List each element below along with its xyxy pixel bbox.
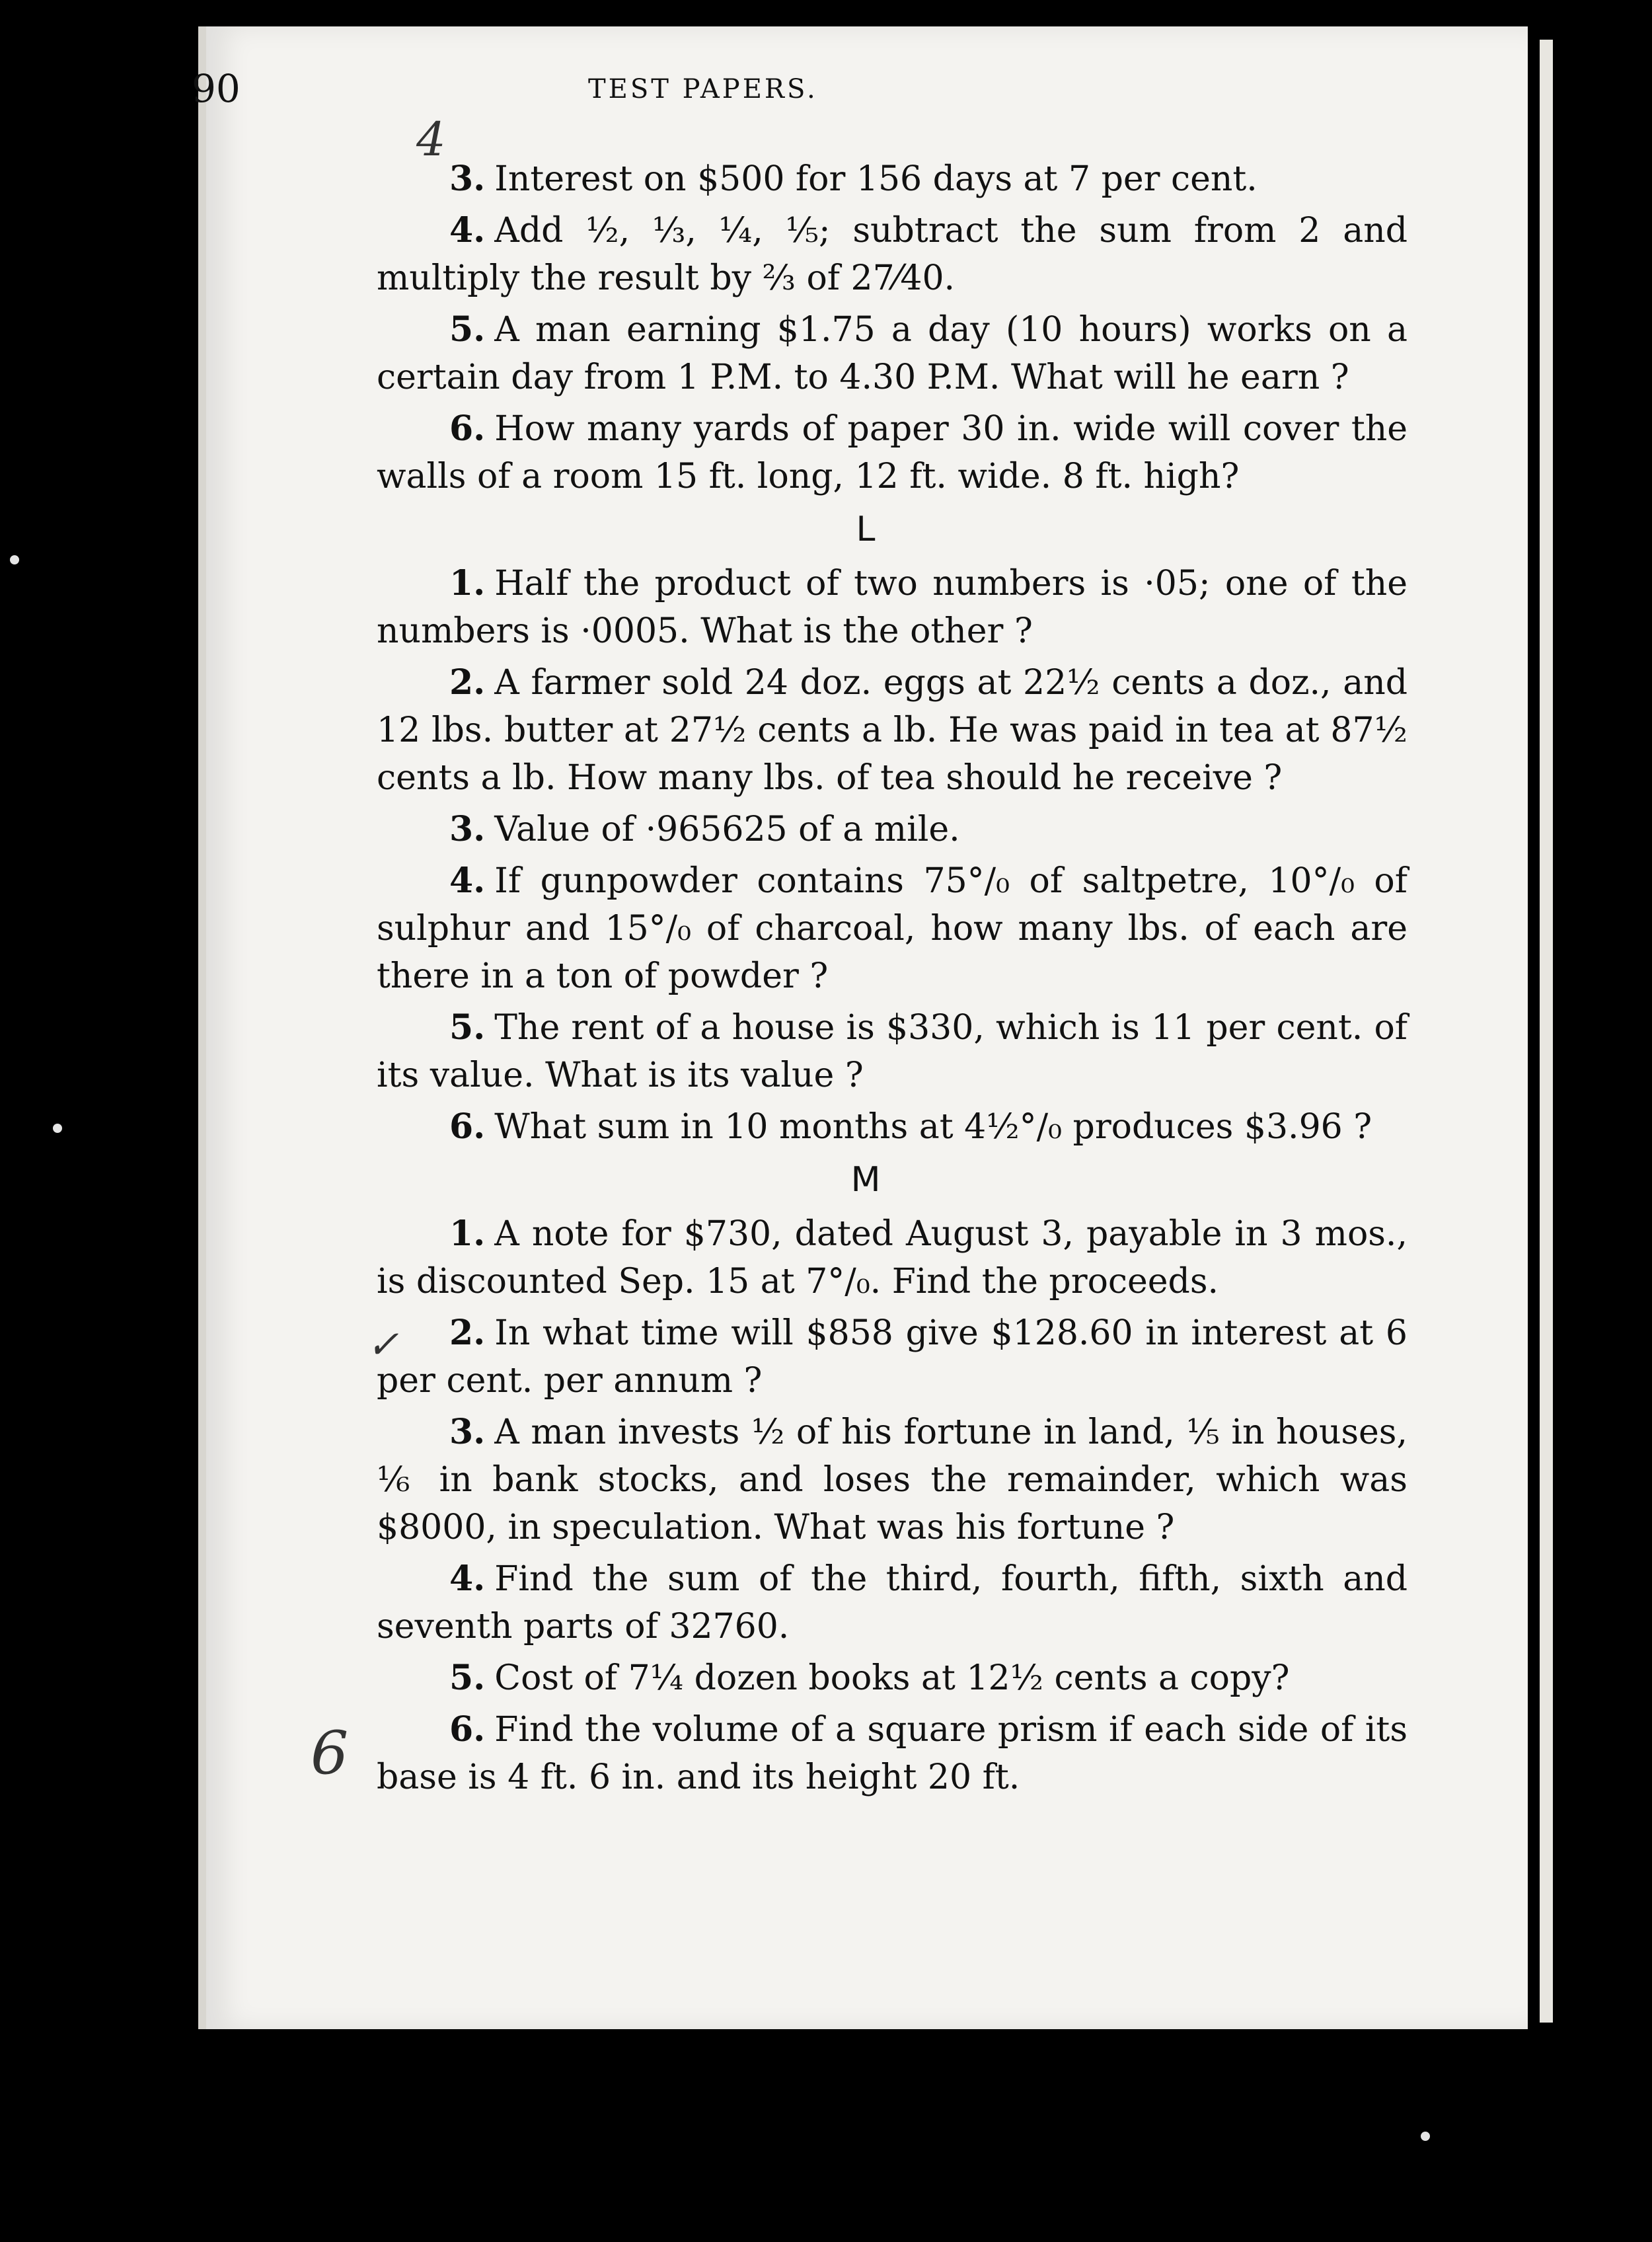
section-letter: M <box>850 1160 881 1200</box>
scan-speck <box>1421 2132 1430 2141</box>
question: 5. Cost of 7¼ dozen books at 12½ cents a copy? <box>449 1658 1290 1698</box>
question: 5. A man earning $1.75 a day (10 hours) works on a certain day from 1 P.M. to 4.30 P.M. What will he earn ? <box>377 309 1408 397</box>
section-l <box>377 504 1408 1151</box>
question: 6. What sum in 10 months at 4½°/₀ produces $3.96 ? <box>449 1106 1372 1147</box>
margin-checkmark: ✓ <box>367 1322 399 1367</box>
question: 5. The rent of a house is $330, which is 11 per cent. of its value. What is its value ? <box>377 1007 1408 1095</box>
page-content <box>377 155 1408 1805</box>
margin-note-top: 4 <box>416 112 446 167</box>
page-number: 90 <box>192 66 241 111</box>
next-page-edge <box>1540 40 1553 2023</box>
margin-note-bottom: 6 <box>311 1719 349 1788</box>
page-header <box>192 66 1414 119</box>
question: 4. Add ½, ⅓, ¼, ⅕; subtract the sum from 2 and multiply the result by ⅔ of 27⁄40. <box>377 210 1408 298</box>
question: 2. A farmer sold 24 doz. eggs at 22½ cents a doz., and 12 lbs. butter at 27½ cents a lb. He was paid in tea at 87½ cents a lb. How many lbs. of tea should he receive ? <box>377 662 1408 798</box>
question: 3. A man invests ½ of his fortune in land, ⅕ in houses, ⅙ in bank stocks, and loses the remainder, which was $8000, in speculation. What was his fortune ? <box>377 1412 1408 1547</box>
question: 4. Find the sum of the third, fourth, fifth, sixth and seventh parts of 32760. <box>377 1559 1408 1646</box>
question: 4. If gunpowder contains 75°/₀ of saltpetre, 10°/₀ of sulphur and 15°/₀ of charcoal, how many lbs. of each are there in a ton of powder ? <box>377 861 1408 996</box>
scan-speck <box>10 555 19 564</box>
question: 3. Interest on $500 for 156 days at 7 per cent. <box>449 159 1258 199</box>
question: 6. How many yards of paper 30 in. wide will cover the walls of a room 15 ft. long, 12 ft. wide. 8 ft. high? <box>377 408 1408 496</box>
question: 6. Find the volume of a square prism if each side of its base is 4 ft. 6 in. and its height 20 ft. <box>377 1709 1408 1797</box>
scan-speck <box>53 1124 62 1133</box>
question: 1. A note for $730, dated August 3, payable in 3 mos., is discounted Sep. 15 at 7°/₀. Find the proceeds. <box>377 1214 1408 1301</box>
section-letter: L <box>856 510 876 549</box>
running-head: TEST PAPERS. <box>588 74 818 104</box>
question: 1. Half the product of two numbers is ·05; one of the numbers is ·0005. What is the other ? <box>377 563 1408 651</box>
section-m <box>377 1155 1408 1801</box>
question: 2. In what time will $858 give $128.60 in interest at 6 per cent. per annum ? <box>377 1313 1408 1401</box>
question: 3. Value of ·965625 of a mile. <box>449 809 960 849</box>
section-continued <box>377 155 1408 500</box>
